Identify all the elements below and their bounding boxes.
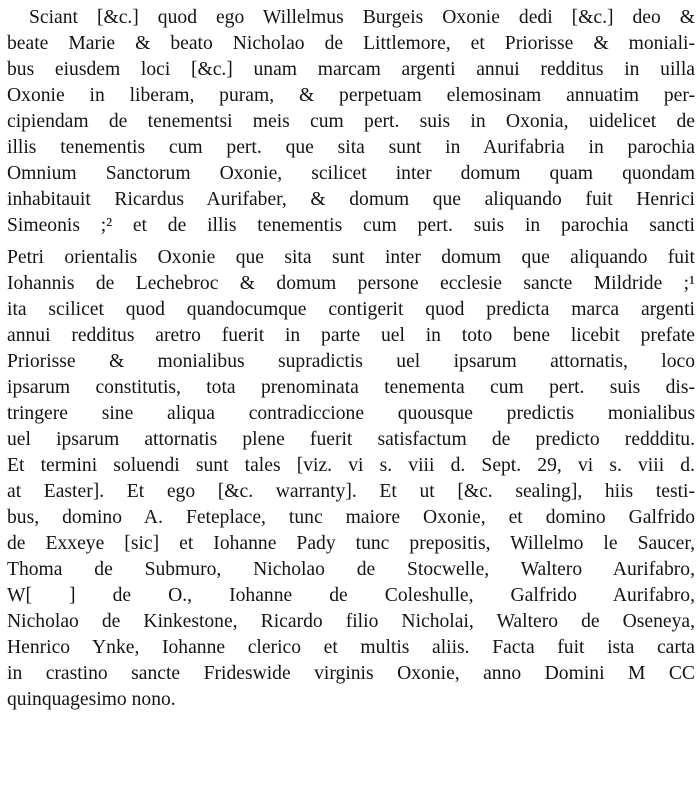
text-line-10: Petri orientalis Oxonie que sita sunt inter domum que aliquando fuit	[7, 247, 695, 268]
text-line-15: ipsarum constitutis, tota prenominata tenementa cum pert. suis dis-	[7, 377, 695, 398]
text-line-23: W[ ] de O., Iohanne de Coleshulle, Galfrido Aurifabro,	[7, 585, 695, 606]
text-line-22: Thoma de Submuro, Nicholao de Stocwelle, Waltero Aurifabro,	[7, 559, 695, 580]
text-line-27: quinquagesimo nono.	[7, 689, 176, 710]
text-line-13: annui redditus aretro fuerit in parte uel in toto bene licebit prefate	[7, 325, 695, 346]
text-line-3: bus eiusdem loci [&c.] unam marcam argenti annui redditus in uilla	[7, 59, 695, 80]
text-line-8: inhabitauit Ricardus Aurifaber, & domum que aliquando fuit Henrici	[7, 189, 695, 210]
text-line-11: Iohannis de Lechebroc & domum persone ecclesie sancte Mildride ;¹	[7, 273, 695, 294]
text-line-1: Sciant [&c.] quod ego Willelmus Burgeis Oxonie dedi [&c.] deo &	[29, 7, 695, 28]
text-line-18: Et termini soluendi sunt tales [viz. vi s. viii d. Sept. 29, vi s. viii d.	[7, 455, 695, 476]
text-line-6: illis tenementis cum pert. que sita sunt in Aurifabria in parochia	[7, 137, 695, 158]
text-line-24: Nicholao de Kinkestone, Ricardo filio Nicholai, Waltero de Oseneya,	[7, 611, 695, 632]
text-line-17: uel ipsarum attornatis plene fuerit satisfactum de predicto reddditu.	[7, 429, 695, 450]
text-line-5: cipiendam de tenementsi meis cum pert. suis in Oxonia, uidelicet de	[7, 111, 695, 132]
text-line-7: Omnium Sanctorum Oxonie, scilicet inter domum quam quondam	[7, 163, 695, 184]
text-line-19: at Easter]. Et ego [&c. warranty]. Et ut [&c. sealing], hiis testi-	[7, 481, 695, 502]
text-line-14: Priorisse & monialibus supradictis uel ipsarum attornatis, loco	[7, 351, 695, 372]
text-line-4: Oxonie in liberam, puram, & perpetuam elemosinam annuatim per-	[7, 85, 695, 106]
text-line-20: bus, domino A. Feteplace, tunc maiore Oxonie, et domino Galfrido	[7, 507, 695, 528]
text-line-9: Simeonis ;² et de illis tenementis cum pert. suis in parochia sancti	[7, 215, 695, 236]
text-line-2: beate Marie & beato Nicholao de Littlemore, et Priorisse & moniali-	[7, 33, 695, 54]
text-line-25: Henrico Ynke, Iohanne clerico et multis aliis. Facta fuit ista carta	[7, 637, 695, 658]
text-line-21: de Exxeye [sic] et Iohanne Pady tunc prepositis, Willelmo le Saucer,	[7, 533, 695, 554]
text-line-12: ita scilicet quod quandocumque contigerit quod predicta marca argenti	[7, 299, 695, 320]
text-line-26: in crastino sancte Frideswide virginis Oxonie, anno Domini M CC	[7, 663, 695, 684]
text-line-16: tringere sine aliqua contradiccione quousque predictis monialibus	[7, 403, 695, 424]
